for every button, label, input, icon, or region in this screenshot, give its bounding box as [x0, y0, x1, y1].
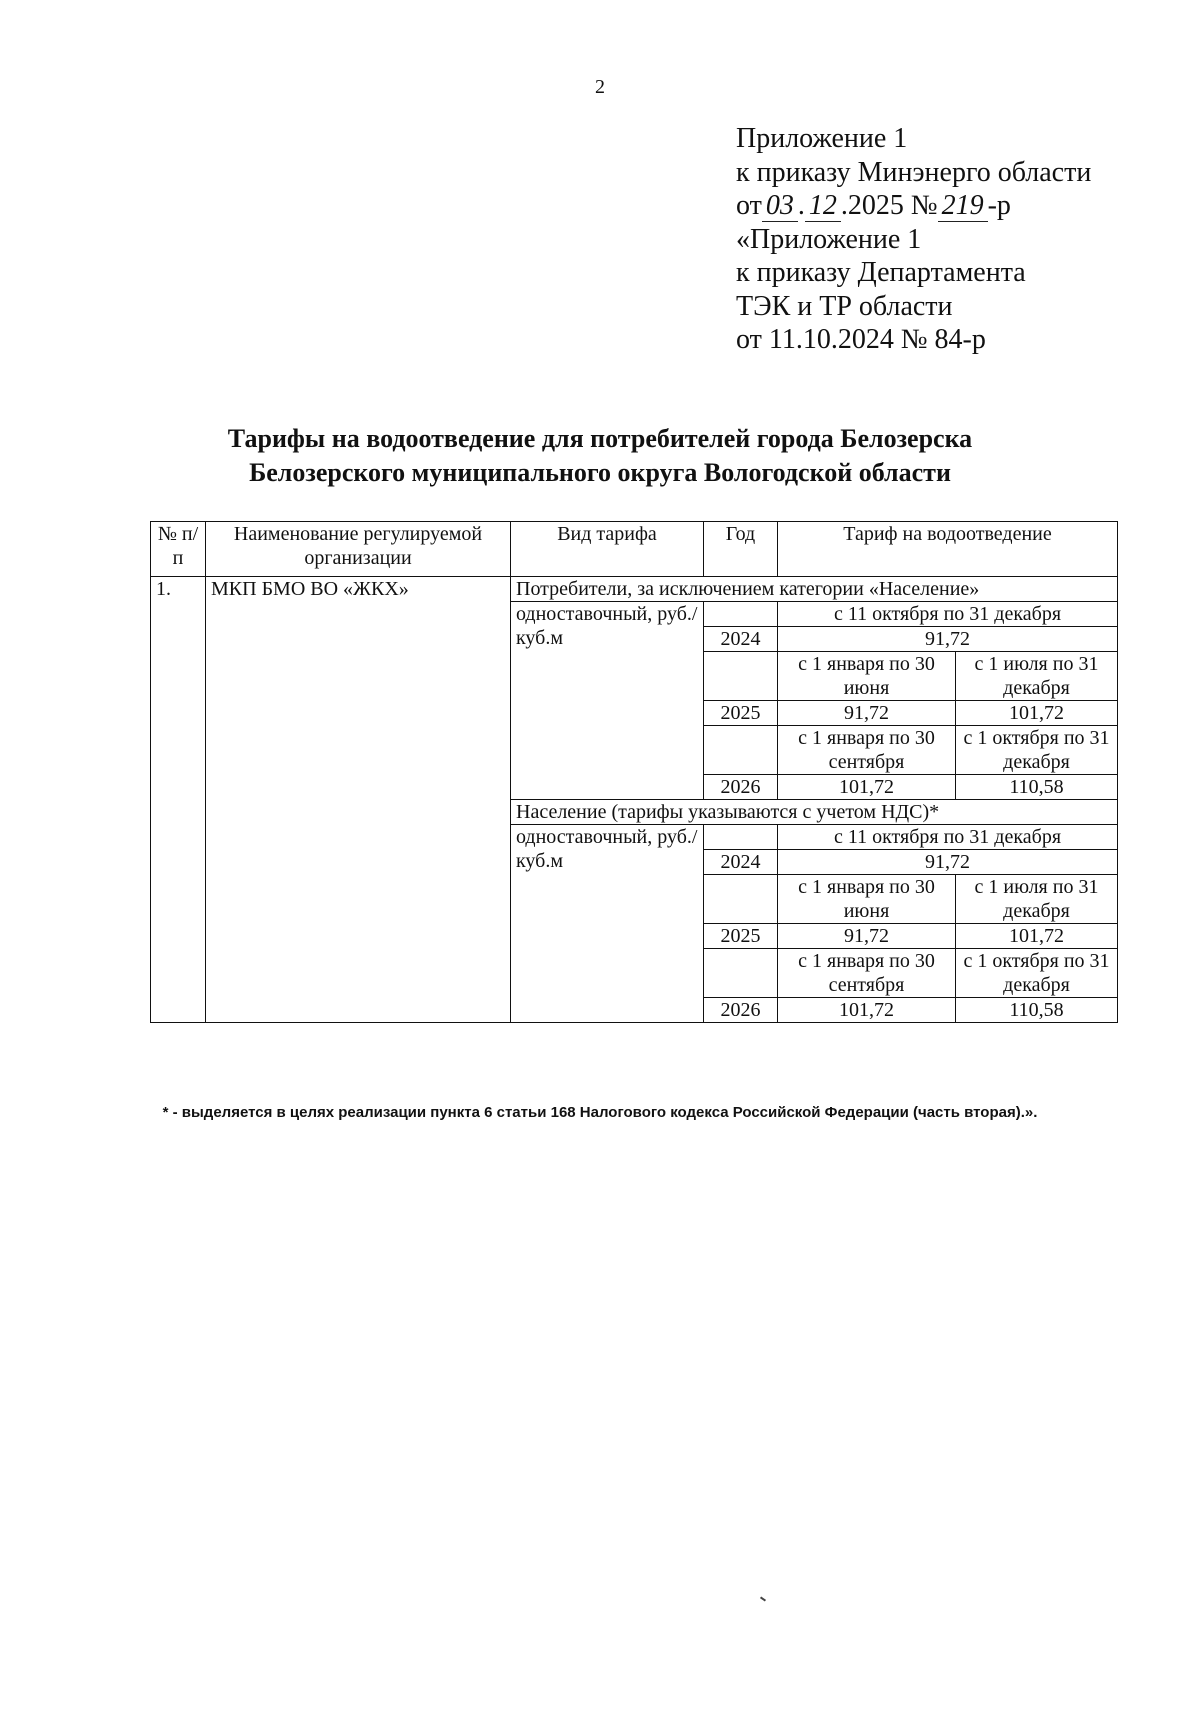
appendix-line-6: ТЭК и ТР области — [736, 290, 953, 322]
appendix-line-5: к приказу Департамента — [736, 257, 1026, 288]
order-number-suffix: -р — [987, 190, 1011, 221]
table-row — [151, 577, 1118, 602]
order-date-month: 12 — [805, 190, 841, 222]
table-header-row — [151, 522, 1118, 577]
row-number: 1. — [151, 577, 206, 1023]
year-cell: 2024 — [704, 850, 778, 875]
footnote: * - выделяется в целях реализации пункта 6 статьи 168 Налогового кодекса Российской Федерации (часть вторая).». — [162, 1104, 1038, 1121]
year-cell-empty — [704, 875, 778, 924]
year-cell: 2024 — [704, 627, 778, 652]
title-line-2: Белозерского муниципального округа Вологодской области — [249, 458, 951, 487]
year-cell: 2025 — [704, 701, 778, 726]
order-date-prefix: от — [736, 190, 762, 221]
appendix-line-7: от 11.10.2024 № 84-р — [736, 324, 986, 355]
value-cell: 91,72 — [778, 924, 956, 949]
value-cell: 91,72 — [778, 850, 1118, 875]
appendix-block — [736, 122, 1091, 357]
value-cell: 101,72 — [956, 701, 1118, 726]
section-label: Население (тарифы указываются с учетом НДС)* — [511, 800, 1118, 825]
period-cell: с 1 января по 30 июня — [778, 652, 956, 701]
year-cell-empty — [704, 652, 778, 701]
header-year: Год — [704, 522, 778, 577]
year-cell-empty — [704, 825, 778, 850]
year-cell: 2026 — [704, 775, 778, 800]
tariff-type: одноставочный, руб./куб.м — [511, 602, 704, 800]
year-cell-empty — [704, 726, 778, 775]
year-cell: 2025 — [704, 924, 778, 949]
tariff-table — [150, 521, 1118, 1023]
period-cell: с 1 января по 30 июня — [778, 875, 956, 924]
period-cell: с 11 октября по 31 декабря — [778, 825, 1118, 850]
year-cell: 2026 — [704, 998, 778, 1023]
document-title — [0, 422, 1200, 490]
value-cell: 110,58 — [956, 998, 1118, 1023]
appendix-line-3: от 03 . 12 .2025 № 219 -р — [736, 190, 1011, 221]
scan-speck — [760, 1596, 766, 1601]
header-org: Наименование регулируемой организации — [206, 522, 511, 577]
value-cell: 91,72 — [778, 627, 1118, 652]
org-name: МКП БМО ВО «ЖКХ» — [206, 577, 511, 1023]
period-cell: с 1 октября по 31 декабря — [956, 949, 1118, 998]
order-date-day: 03 — [762, 190, 798, 222]
period-cell: с 1 января по 30 сентября — [778, 949, 956, 998]
order-date-year: .2025 № — [840, 190, 938, 221]
title-line-1: Тарифы на водоотведение для потребителей города Белозерска — [227, 424, 973, 453]
year-cell-empty — [704, 602, 778, 627]
appendix-line-1: Приложение 1 — [736, 123, 908, 154]
value-cell: 91,72 — [778, 701, 956, 726]
appendix-line-2: к приказу Минэнерго области — [736, 156, 1092, 188]
value-cell: 101,72 — [956, 924, 1118, 949]
value-cell: 110,58 — [956, 775, 1118, 800]
year-cell-empty — [704, 949, 778, 998]
header-type: Вид тарифа — [511, 522, 704, 577]
tariff-type: одноставочный, руб./куб.м — [511, 825, 704, 1023]
value-cell: 101,72 — [778, 998, 956, 1023]
period-cell: с 1 июля по 31 декабря — [956, 652, 1118, 701]
section-label: Потребители, за исключением категории «Население» — [511, 577, 1118, 602]
value-cell: 101,72 — [778, 775, 956, 800]
header-num: № п/п — [151, 522, 206, 577]
order-number: 219 — [938, 190, 988, 222]
appendix-line-4: «Приложение 1 — [736, 223, 922, 255]
page-number: 2 — [595, 76, 605, 98]
period-cell: с 1 октября по 31 декабря — [956, 726, 1118, 775]
period-cell: с 11 октября по 31 декабря — [778, 602, 1118, 627]
period-cell: с 1 января по 30 сентября — [778, 726, 956, 775]
header-tariff: Тариф на водоотведение — [778, 522, 1118, 577]
period-cell: с 1 июля по 31 декабря — [956, 875, 1118, 924]
